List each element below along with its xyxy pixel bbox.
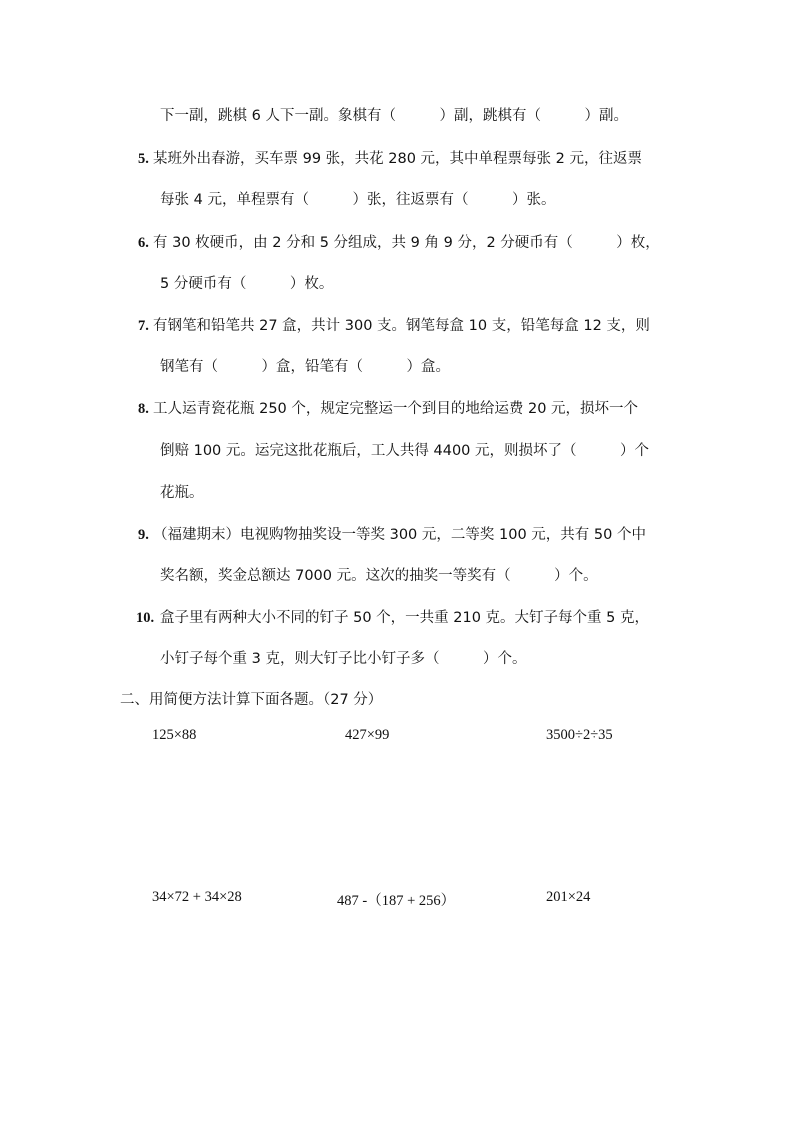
calc-item-4: 34×72 + 34×28 [152,889,242,905]
section-2-title: 二、用简便方法计算下面各题。（27 分） [120,692,383,708]
problem-7-line-1: 有钢笔和铅笔共 27 盒，共计 300 支。钢笔每盒 10 支，铅笔每盒 12 支，则 [153,318,650,334]
problem-5-line-1: 某班外出春游，买车票 99 张，共花 280 元，其中单程票每张 2 元，往返票 [153,151,643,167]
problem-number-7: 7. [138,318,149,334]
calc-item-1: 125×88 [152,727,197,743]
calc-item-3: 3500÷2÷35 [546,727,613,743]
problem-number-5: 5. [138,151,149,167]
problem-9-line-2: 奖名额，奖金总额达 7000 元。这次的抽奖一等奖有（ ）个。 [160,568,598,584]
problem-8-line-2: 倒赔 100 元。运完这批花瓶后，工人共得 4400 元，则损坏了（ ）个 [160,443,650,459]
problem-6-line-2: 5 分硬币有（ ）枚。 [160,276,334,292]
calc-item-2: 427×99 [345,727,390,743]
problem-number-9: 9. [138,527,149,543]
calc-item-6: 201×24 [546,889,591,905]
problem-5-line-2: 每张 4 元，单程票有（ ）张，往返票有（ ）张。 [160,192,556,208]
problem-number-8: 8. [138,401,149,417]
problem-4-line-2: 下一副，跳棋 6 人下一副。象棋有（ ）副，跳棋有（ ）副。 [160,108,628,124]
problem-8-line-1: 工人运青瓷花瓶 250 个，规定完整运一个到目的地给运费 20 元，损坏一个 [153,401,639,417]
problem-number-6: 6. [138,235,149,251]
problem-number-10: 10. [136,610,155,626]
problem-10-line-1: 盒子里有两种大小不同的钉子 50 个，一共重 210 克。大钉子每个重 5 克， [160,610,650,626]
problem-6-line-1: 有 30 枚硬币，由 2 分和 5 分组成，共 9 角 9 分，2 分硬币有（ ）枚， [153,235,660,251]
calc-item-5: 487 -（187 + 256） [337,893,456,909]
problem-8-line-3: 花瓶。 [160,485,204,501]
problem-10-line-2: 小钉子每个重 3 克，则大钉子比小钉子多（ ）个。 [160,651,527,667]
problem-7-line-2: 钢笔有（ ）盒，铅笔有（ ）盒。 [160,359,450,375]
problem-9-line-1: （福建期末）电视购物抽奖设一等奖 300 元，二等奖 100 元，共有 50 个中 [153,527,646,543]
